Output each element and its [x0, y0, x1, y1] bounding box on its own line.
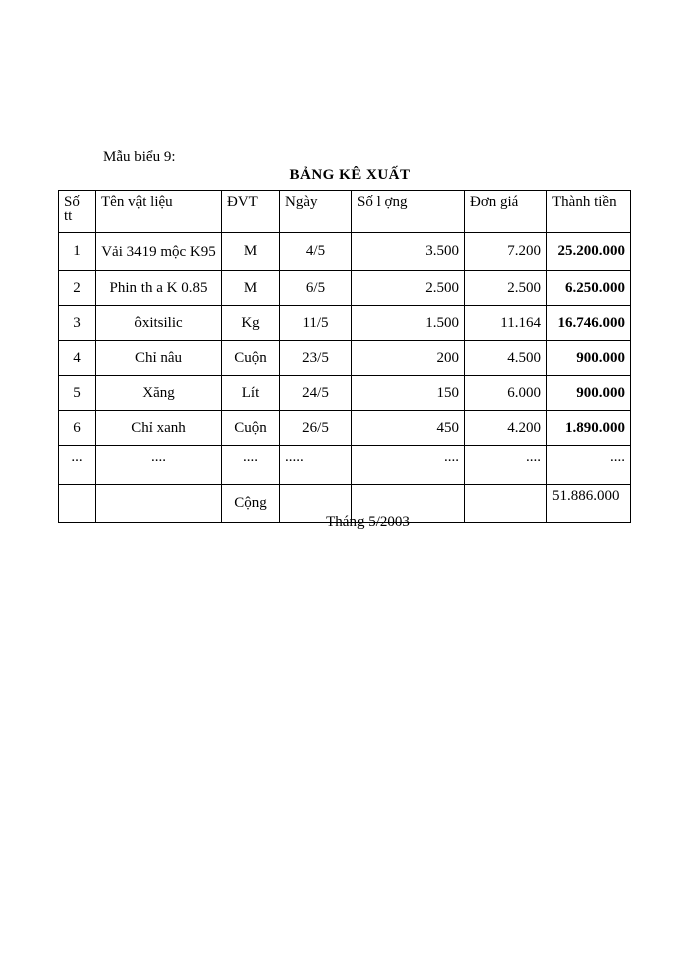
cell-price: 6.000	[465, 376, 547, 411]
cell-price: 7.200	[465, 233, 547, 271]
header-amount: Thành tiền	[547, 191, 631, 233]
cell-date: .....	[280, 446, 352, 485]
document-title: BẢNG KÊ XUẤT	[289, 167, 411, 183]
cell-name: Phin th a K 0.85	[96, 271, 222, 306]
cell-qty: 2.500	[352, 271, 465, 306]
table-row	[59, 376, 631, 411]
cell-name: Xăng	[96, 376, 222, 411]
table-row	[59, 411, 631, 446]
cell-stt: 4	[59, 341, 96, 376]
total-amount: 51.886.000	[547, 485, 631, 523]
cell-qty: 1.500	[352, 306, 465, 341]
header-price: Đơn giá	[465, 191, 547, 233]
cell-qty: ....	[352, 446, 465, 485]
cell-unit: Lít	[222, 376, 280, 411]
cell-date: 6/5	[280, 271, 352, 306]
header-date: Ngày	[280, 191, 352, 233]
cell-price: ....	[465, 446, 547, 485]
cell-qty: 450	[352, 411, 465, 446]
cell-stt: 5	[59, 376, 96, 411]
cell-unit: Cuộn	[222, 341, 280, 376]
cell-amount: 6.250.000	[547, 271, 631, 306]
cell-name: ôxitsilic	[96, 306, 222, 341]
cell-amount: 1.890.000	[547, 411, 631, 446]
cell-amount: 25.200.000	[547, 233, 631, 271]
cell-unit: Kg	[222, 306, 280, 341]
cell-stt: 1	[59, 233, 96, 271]
date-note: Tháng 5/2003	[326, 514, 410, 530]
table-header-row	[59, 191, 631, 233]
cell-stt: 2	[59, 271, 96, 306]
cell-date: 24/5	[280, 376, 352, 411]
cell-qty: 3.500	[352, 233, 465, 271]
cell-name: Chỉ xanh	[96, 411, 222, 446]
cell-stt: ...	[59, 446, 96, 485]
cell-date: 11/5	[280, 306, 352, 341]
cell-date: 23/5	[280, 341, 352, 376]
cell-amount: 900.000	[547, 376, 631, 411]
cell-qty: 150	[352, 376, 465, 411]
cell-date: 26/5	[280, 411, 352, 446]
header-name: Tên vật liệu	[96, 191, 222, 233]
cell-unit: M	[222, 233, 280, 271]
cell-stt: 6	[59, 411, 96, 446]
cell-stt: 3	[59, 306, 96, 341]
cell-date: 4/5	[280, 233, 352, 271]
cell-unit: Cuộn	[222, 411, 280, 446]
cell-unit: ....	[222, 446, 280, 485]
cell-amount: 900.000	[547, 341, 631, 376]
cell-qty: 200	[352, 341, 465, 376]
header-unit: ĐVT	[222, 191, 280, 233]
table-row	[59, 306, 631, 341]
header-qty: Số l ợng	[352, 191, 465, 233]
cell-name: ....	[96, 446, 222, 485]
table-row	[59, 271, 631, 306]
cell-price: 4.500	[465, 341, 547, 376]
cell-amount: 16.746.000	[547, 306, 631, 341]
cell-price: 2.500	[465, 271, 547, 306]
cell-amount: ....	[547, 446, 631, 485]
cell-unit: M	[222, 271, 280, 306]
cell-price: 4.200	[465, 411, 547, 446]
form-label: Mẫu biểu 9:	[103, 149, 176, 165]
cell-name: Vải 3419 mộc K95	[96, 233, 222, 271]
table-row	[59, 233, 631, 271]
ellipsis-row	[59, 446, 631, 485]
export-list-table	[58, 190, 631, 523]
cell-name: Chỉ nâu	[96, 341, 222, 376]
table-row	[59, 341, 631, 376]
total-label: Cộng	[222, 485, 280, 523]
header-stt: Số tt	[59, 191, 96, 233]
cell-price: 11.164	[465, 306, 547, 341]
